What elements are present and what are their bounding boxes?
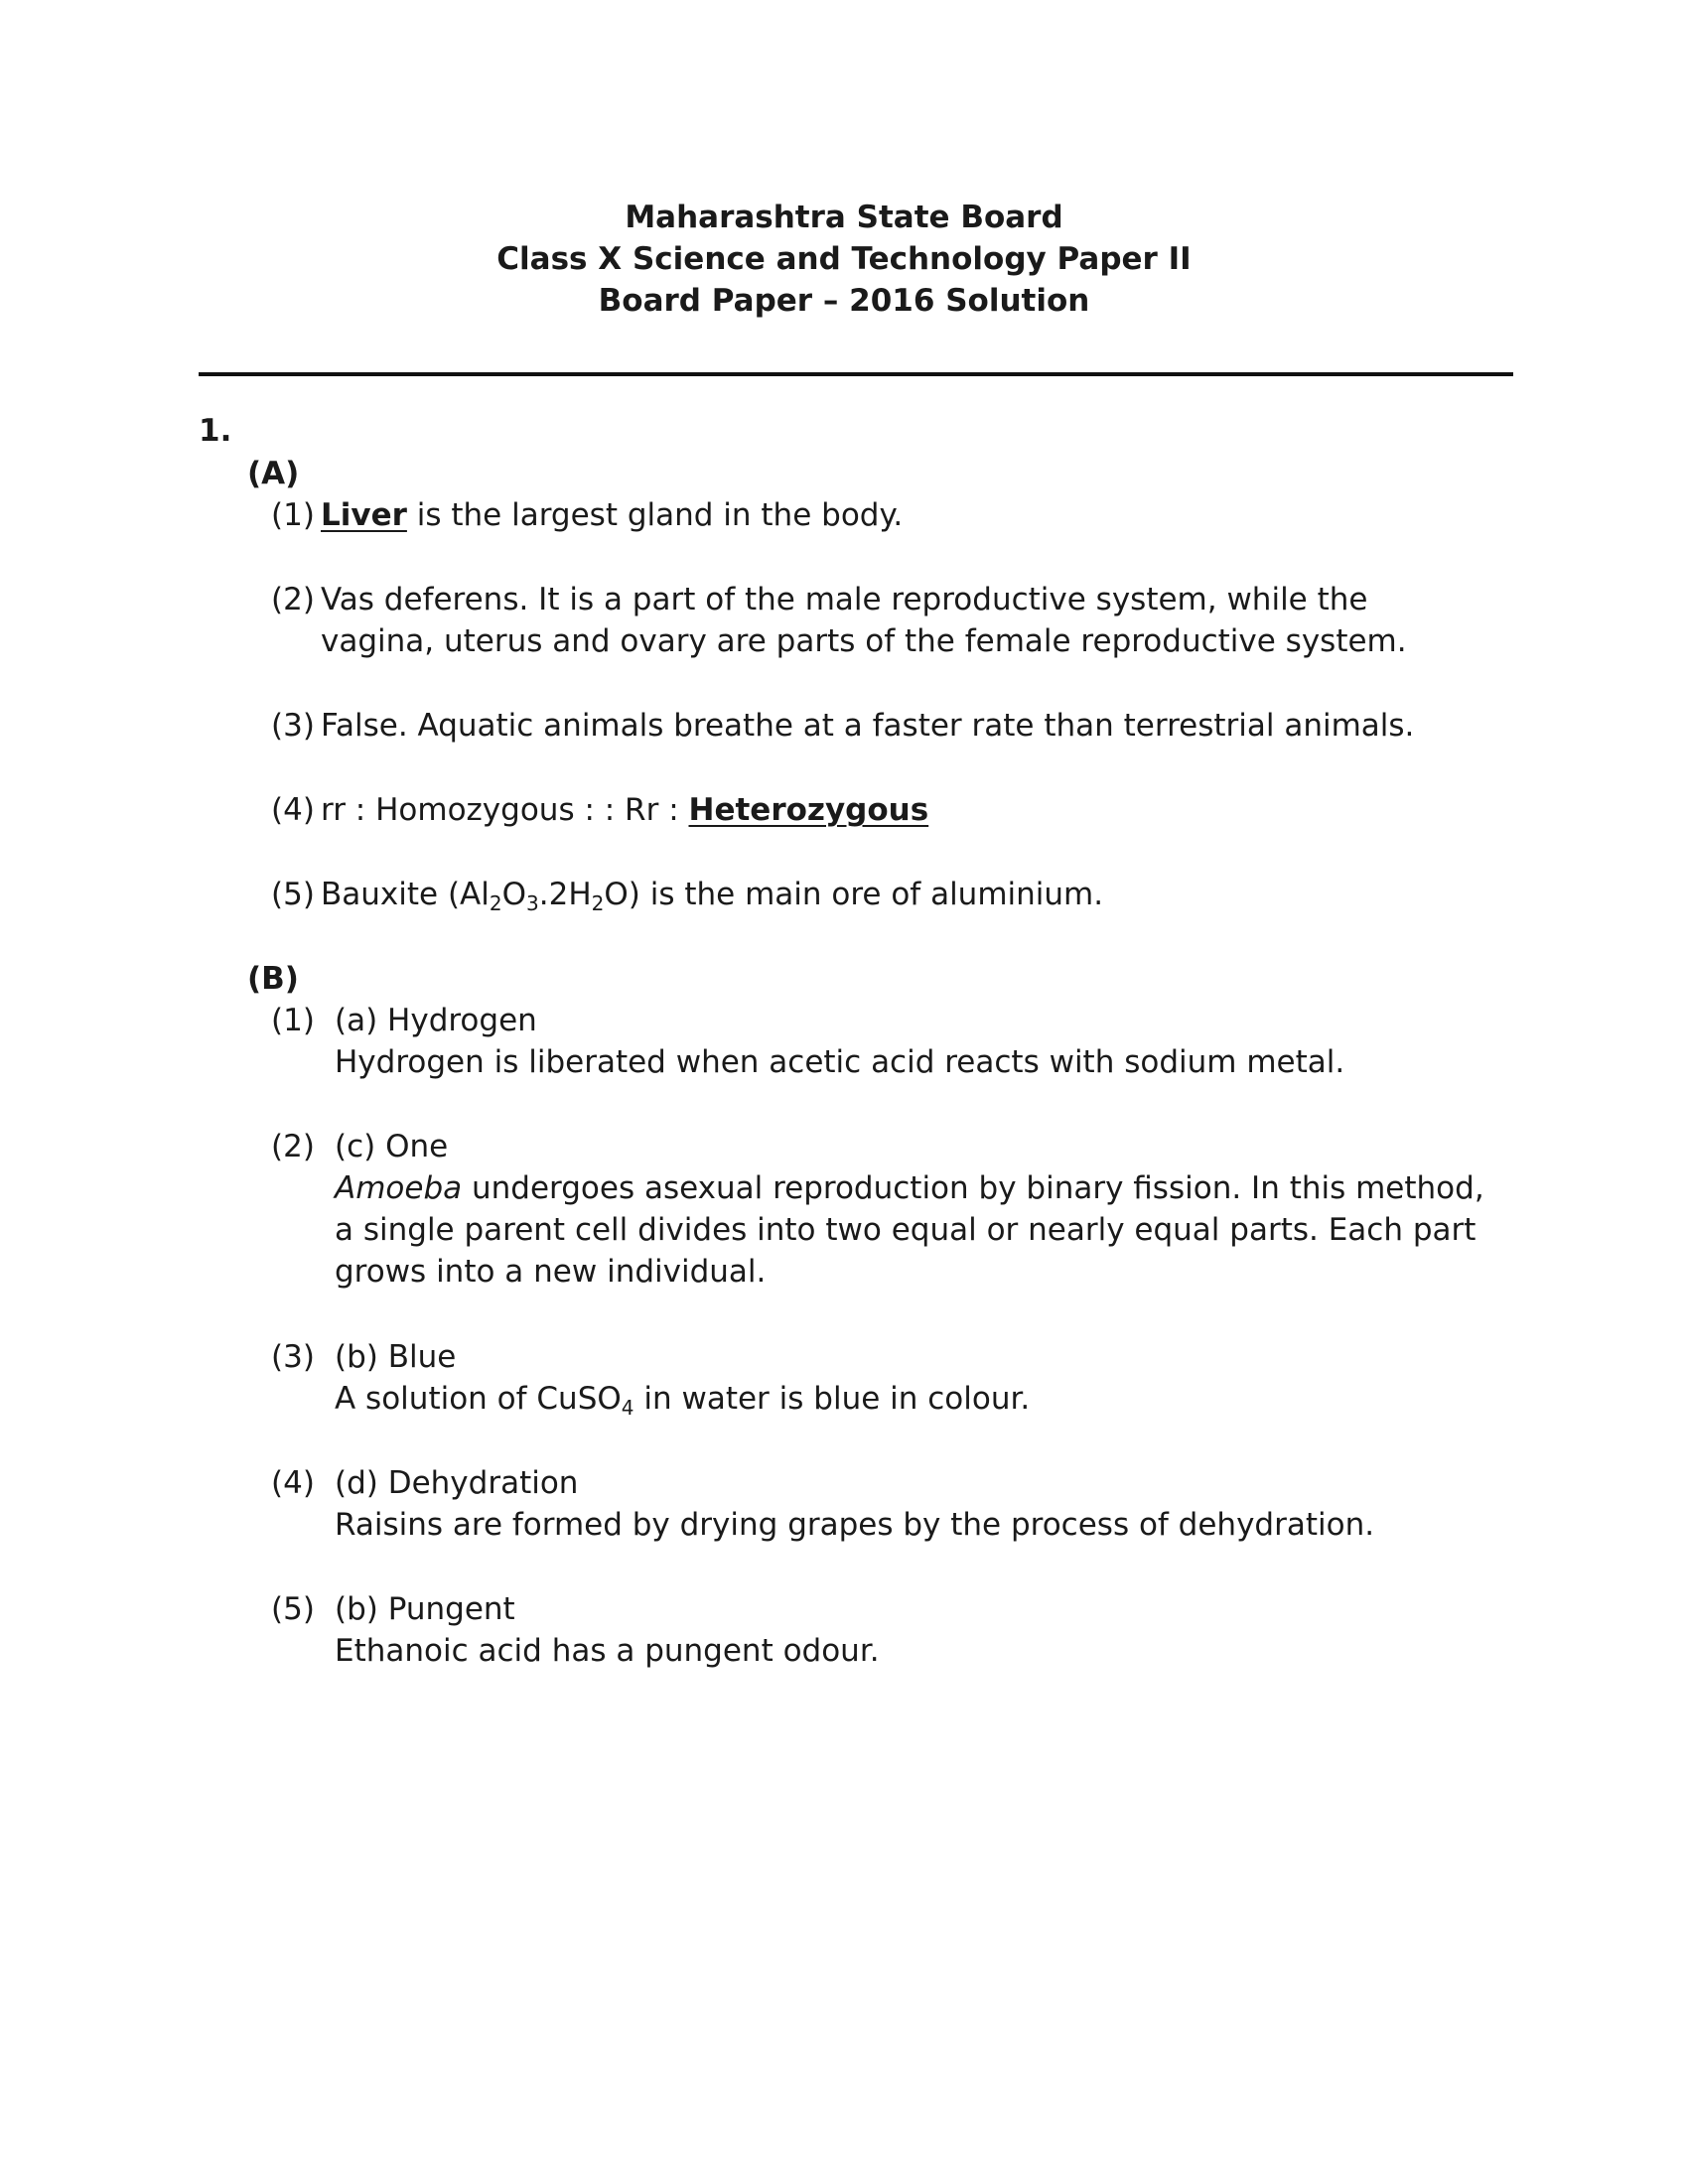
item-number: (1) <box>271 1003 315 1038</box>
answer-text-line2: vagina, uterus and ovary are parts of the female reproductive system. <box>321 623 1407 659</box>
formula-subscript: 2 <box>489 891 502 915</box>
explanation: Raisins are formed by drying grapes by the process of dehydration. <box>335 1507 1375 1543</box>
item-number: (2) <box>271 1129 315 1164</box>
question-number: 1. <box>199 413 232 449</box>
option-answer: (d) Dehydration <box>335 1465 579 1501</box>
item-number: (1) <box>271 497 315 533</box>
answer-a2 <box>271 579 1407 662</box>
formula-part: O <box>501 877 527 912</box>
formula-subscript: 4 <box>621 1396 634 1420</box>
answer-text-line1: Vas deferens. It is a part of the male reproductive system, while the <box>321 582 1368 617</box>
item-number: (4) <box>271 1465 315 1501</box>
item-number: (5) <box>271 1591 315 1627</box>
answer-text: False. Aquatic animals breathe at a faster rate than terrestrial animals. <box>321 708 1415 744</box>
item-number: (5) <box>271 877 315 912</box>
answer-b5 <box>271 1588 880 1672</box>
item-number: (3) <box>271 708 315 744</box>
header-divider <box>199 372 1513 376</box>
section-a-label: (A) <box>247 456 300 491</box>
answer-a1 <box>271 494 903 536</box>
explanation: Ethanoic acid has a pungent odour. <box>335 1633 880 1669</box>
formula-subscript: 3 <box>526 891 539 915</box>
answer-a4 <box>271 789 928 831</box>
answer-a3 <box>271 705 1414 747</box>
formula-part: Bauxite (Al <box>321 877 490 912</box>
explanation-part: A solution of CuSO <box>335 1381 622 1417</box>
answer-b3 <box>271 1336 1030 1420</box>
option-answer: (b) Blue <box>335 1339 457 1375</box>
answer-b2 <box>271 1126 1484 1293</box>
formula-subscript: 2 <box>591 891 605 915</box>
explanation: Hydrogen is liberated when acetic acid reacts with sodium metal. <box>335 1044 1345 1080</box>
section-b-label: (B) <box>247 961 299 997</box>
header-board: Maharashtra State Board <box>625 200 1063 235</box>
answer-text: rr : Homozygous : : Rr : <box>321 792 689 828</box>
explanation-line3: grows into a new individual. <box>335 1254 767 1290</box>
header-paper-title: Board Paper – 2016 Solution <box>598 283 1090 319</box>
explanation-line2: a single parent cell divides into two equal or nearly equal parts. Each part <box>335 1212 1477 1248</box>
answer-highlight: Liver <box>321 497 407 533</box>
explanation <box>271 1378 1030 1420</box>
answer-text: is the largest gland in the body. <box>406 497 904 533</box>
explanation-line1: undergoes asexual reproduction by binary fission. In this method, <box>462 1170 1484 1206</box>
option-answer: (c) One <box>335 1129 449 1164</box>
formula-part: .2H <box>538 877 592 912</box>
explanation-part: in water is blue in colour. <box>633 1381 1031 1417</box>
item-number: (3) <box>271 1339 315 1375</box>
answer-highlight: Heterozygous <box>688 792 929 828</box>
header-class-subject: Class X Science and Technology Paper II <box>496 241 1192 277</box>
answer-a5 <box>271 874 1103 915</box>
item-number: (4) <box>271 792 315 828</box>
option-answer: (b) Pungent <box>335 1591 515 1627</box>
option-answer: (a) Hydrogen <box>335 1003 537 1038</box>
answer-b4 <box>271 1462 1374 1546</box>
item-number: (2) <box>271 582 315 617</box>
italic-term: Amoeba <box>335 1170 463 1206</box>
document-header <box>0 197 1688 322</box>
answer-b1 <box>271 1000 1344 1083</box>
formula-part: O) is the main ore of aluminium. <box>604 877 1104 912</box>
